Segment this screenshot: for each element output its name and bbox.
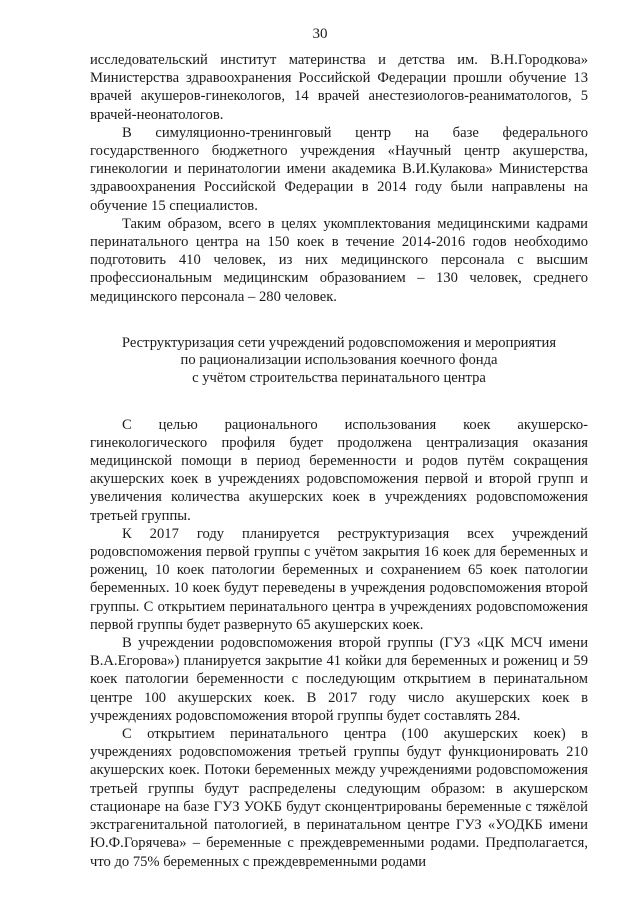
paragraph-centralization: С целью рационального использования коек акушерско-гинекологического профиля будет продолжена централизация оказания медицинской помощи в период беременности и родов путём сокращения акушерских коек в учреждениях родовспоможения первой и второй групп и увеличения количества акушерских коек в учреждениях родовспоможения третьей группы.: [90, 416, 588, 524]
section-heading-line: с учётом строительства перинатального центра: [192, 370, 486, 387]
section-heading-line: Реструктуризация сети учреждений родовспоможения и мероприятия: [121, 334, 557, 351]
section-heading-line: по рационализации использования коечного фонда: [180, 352, 498, 369]
paragraph-simulation-center: В симуляционно-тренинговый центр на базе федерального государственного бюджетного учреждения «Научный центр акушерства, гинекологии и перинатологии имени академика В.И.Кулакова» Министерства здравоохранения Российской Федерации в 2014 году были направлены на обучение 15 специалистов.: [90, 124, 588, 214]
document-body: [90, 51, 588, 871]
paragraph-training-kids-institute: исследовательский институт материнства и детства им. В.Н.Городкова» Министерства здравоохранения Российской Федерации прошли обучение 13 врачей акушеров-гинекологов, 14 врачей анестезиологов-реаниматологов, 5 врачей-неонатологов.: [90, 52, 588, 123]
section-heading: [90, 335, 588, 388]
spacer: [90, 306, 588, 335]
paragraph-first-group-restructuring: К 2017 году планируется реструктуризация всех учреждений родовспоможения первой группы с учётом закрытия 16 коек для беременных и рожениц, 10 коек патологии беременных и сохранением 65 коек патологии беременных. 10 коек будут переведены в учреждения родовспоможения второй группы. С открытием перинатального центра в учреждениях родовспоможения первой группы будет развернуто 65 акушерских коек.: [90, 525, 588, 633]
paragraph-third-group: С открытием перинатального центра (100 акушерских коек) в учреждениях родовспоможения третьей группы будут функционировать 210 акушерских коек. Потоки беременных между учреждениями родовспоможения третьей группы будут распределены следующим образом: в акушерском стационаре на базе ГУЗ УОКБ будут сконцентрированы беременные с тяжёлой экстрагенитальной патологией, в перинатальном центре ГУЗ «УОДКБ имени Ю.Ф.Горячева» – беременные с преждевременными родами. Предполагается, что до 75% беременных с преждевременными родами: [90, 726, 588, 870]
spacer: [90, 388, 588, 416]
paragraph-staffing-summary: Таким образом, всего в целях укомплектования медицинскими кадрами перинатального центра на 150 коек в течение 2014-2016 годов необходимо подготовить 410 человек, из них медицинского персонала с высшим профессиональным медицинским образованием – 130 человек, среднего медицинского персонала – 280 человек.: [90, 215, 588, 305]
page-number: 30: [312, 26, 328, 42]
paragraph-second-group: В учреждении родовспоможения второй группы (ГУЗ «ЦК МСЧ имени В.А.Егорова») планируется закрытие 41 койки для беременных и рожениц и 59 коек патологии беременности с последующим открытием в перинатальном центре 100 акушерских коек. В 2017 году число акушерских коек в учреждениях родовспоможения второй группы будет составлять 284.: [90, 635, 588, 724]
